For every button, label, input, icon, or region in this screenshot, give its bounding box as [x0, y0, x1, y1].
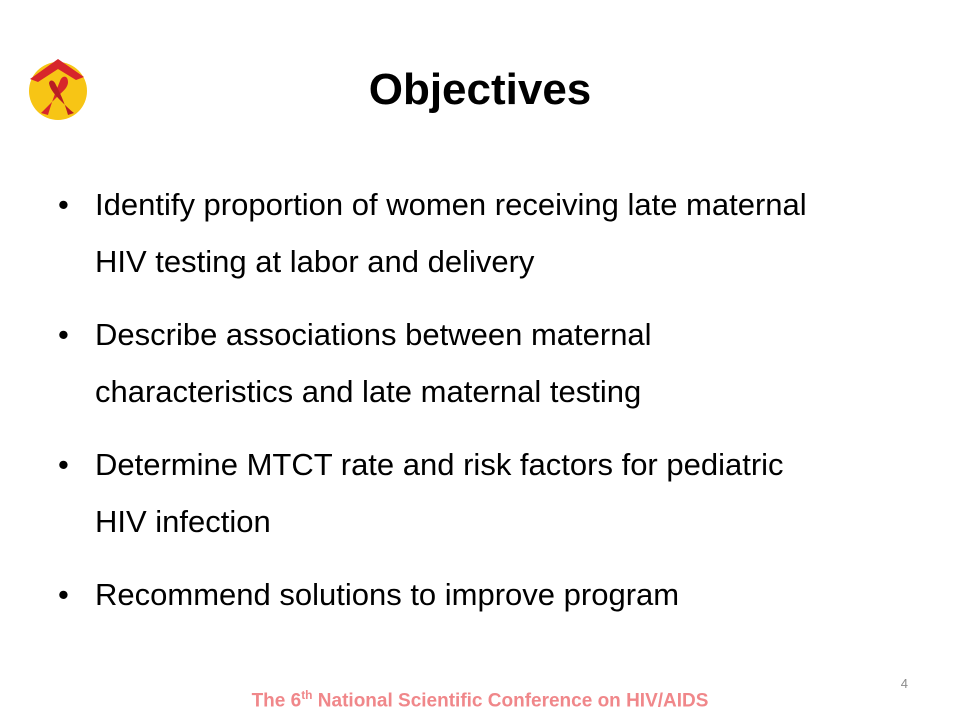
bullet-icon: •: [58, 577, 69, 612]
list-item-text: Determine MTCT rate and risk factors for pediatric HIV infection: [95, 447, 784, 539]
list-item: [58, 566, 818, 623]
slide-title: Objectives: [368, 65, 592, 114]
footer-superscript: th: [301, 688, 313, 702]
page-number: 4: [900, 676, 908, 691]
list-item: [58, 176, 818, 290]
list-item-text: Describe associations between maternal characteristics and late maternal testing: [95, 317, 652, 409]
objectives-list: [58, 176, 818, 639]
bullet-icon: •: [58, 187, 69, 222]
footer-prefix: The 6: [251, 690, 302, 712]
list-item: [58, 306, 818, 420]
list-item-text: Identify proportion of women receiving late maternal HIV testing at labor and delivery: [95, 187, 807, 279]
conference-footer: [0, 688, 960, 712]
bullet-icon: •: [58, 317, 69, 352]
list-item: [58, 436, 818, 550]
footer-suffix: National Scientific Conference on HIV/AIDS: [312, 690, 709, 712]
bullet-icon: •: [58, 447, 69, 482]
list-item-text: Recommend solutions to improve program: [95, 577, 680, 612]
